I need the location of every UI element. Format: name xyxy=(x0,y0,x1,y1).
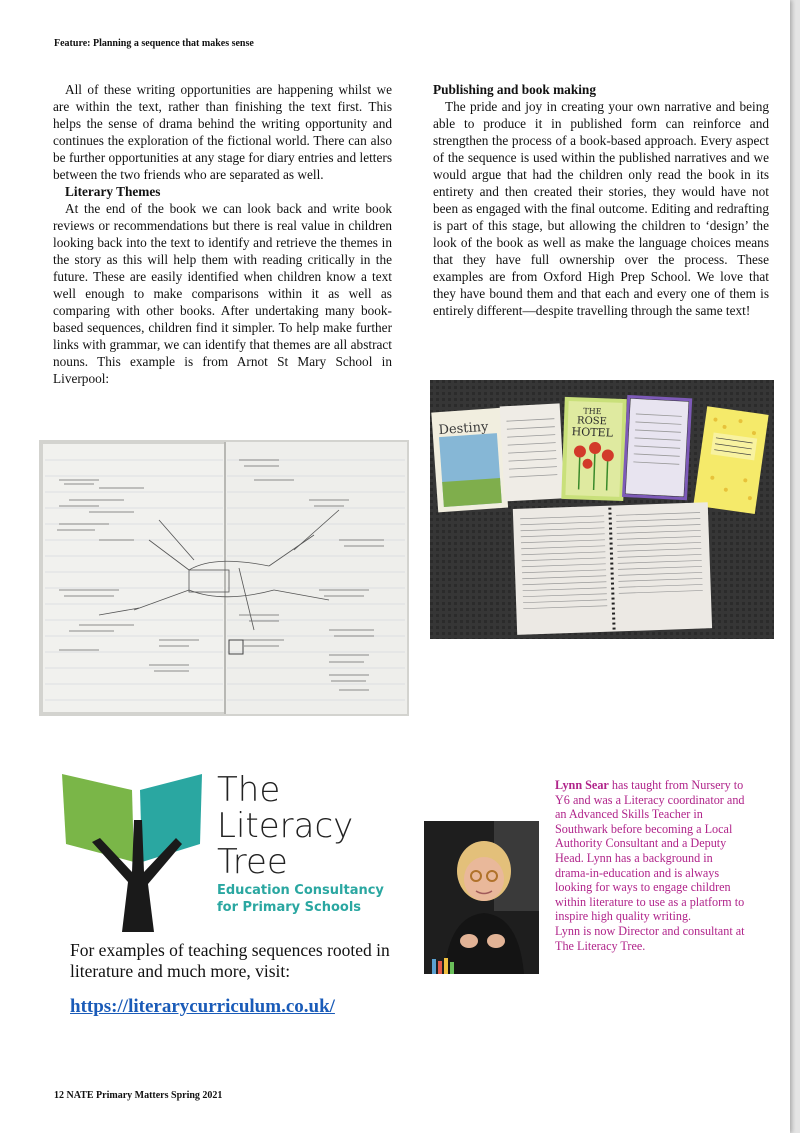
logo-title-line: Tree xyxy=(217,842,288,882)
logo-subtitle xyxy=(217,882,384,916)
website-link[interactable]: https://literarycurriculum.co.uk/ xyxy=(70,996,335,1017)
page-footer: 12 NATE Primary Matters Spring 2021 xyxy=(54,1090,223,1101)
author-portrait xyxy=(424,821,539,974)
bio-text: has taught from Nursery to Y6 and was a Literacy coordinator and an Advanced Skills Teacher in Southwark before becoming a Local Authority Consultant and a Deputy Head. Lynn has a background in drama-in-education and is always looking for ways to engage children within literature to use as a platform to inspire high quality writing. xyxy=(555,778,745,924)
logo-title-line: Literacy xyxy=(217,806,354,846)
right-column xyxy=(433,81,769,319)
notebook-photo xyxy=(39,440,409,716)
paragraph: All of these writing opportunities are happening whilst we are within the text, rather than finishing the text first. This helps the sense of drama behind the writing opportunity and continues the exploration of the fictional world. There can also be further opportunities at any stage for diary entries and letters between the two friends who are separated as well. xyxy=(53,82,392,182)
bio-text: Lynn is now Director and consultant at The Literacy Tree. xyxy=(555,923,745,953)
logo-subtitle-line: Education Consultancy xyxy=(217,883,384,898)
section-heading: Literary Themes xyxy=(65,184,161,199)
left-column xyxy=(53,81,392,387)
feature-header: Feature: Planning a sequence that makes sense xyxy=(54,38,254,49)
logo-subtitle-line: for Primary Schools xyxy=(217,900,362,915)
paragraph: At the end of the book we can look back and write book reviews or recommendations but there is real value in children looking back into the text to identify and retrieve the themes in the story as this will help them with reading critically in the future. These are easily identified when children know a text well enough to make comparisons within it as well as comparing with other books. After undertaking many book-based sequences, children find it simpler. To help make further links with grammar, we can identify that themes are all abstract nouns. This example is from Arnot St Mary School in Liverpool: xyxy=(53,201,392,386)
paragraph: The pride and joy in creating your own narrative and being able to produce it in published form can reinforce and strengthen the process of a book-based approach. Every aspect of the sequence is used within the published narratives and we would argue that had the children only read the book in its entirety and then created their stories, they would have not been as engaged with the final outcome. Editing and redrafting is part of this stage, but allowing the children to ‘design’ the look of the book as well as make the language choices means that they have full ownership over the process. These examples are from Oxford High Prep School. We love that they have bound them and that each and every one of them is entirely different—despite travelling through the same text! xyxy=(433,99,769,318)
tree-logo-icon xyxy=(62,772,212,932)
books-illustration xyxy=(430,380,774,639)
book-cover-title: Destiny xyxy=(438,419,489,439)
section-heading: Publishing and book making xyxy=(433,82,596,97)
author-name: Lynn Sear xyxy=(555,778,609,792)
literacy-tree-logo xyxy=(62,772,402,932)
logo-title xyxy=(217,772,353,880)
books-photo xyxy=(430,380,774,639)
book-cover-title: ROSE xyxy=(576,415,608,428)
book-cover-title: HOTEL xyxy=(571,425,614,440)
author-bio xyxy=(555,778,745,953)
book-cover-title: THE xyxy=(583,406,602,417)
logo-title-line: The xyxy=(217,770,281,810)
visit-text: For examples of teaching sequences rooted in literature and much more, visit: xyxy=(70,940,390,981)
portrait-illustration xyxy=(424,821,539,974)
notebook-illustration xyxy=(39,440,409,716)
